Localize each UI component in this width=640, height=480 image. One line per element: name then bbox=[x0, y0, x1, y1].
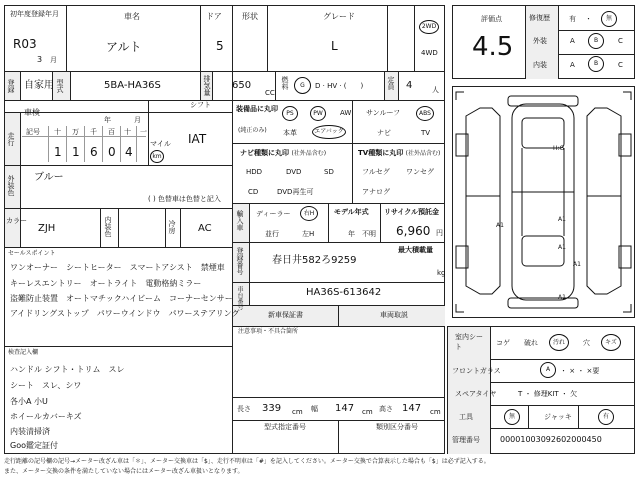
seat-ana: 穴 bbox=[583, 339, 590, 347]
capacity: 4 bbox=[406, 80, 413, 91]
sales-point-label: セールスポイント bbox=[8, 250, 56, 257]
inspector-note-1: ハンドル シフト・トリム スレ bbox=[10, 365, 125, 374]
reg-label: 登録 bbox=[7, 79, 15, 93]
new-warranty: 新車保証書 bbox=[268, 311, 303, 319]
score-label: 評価点 bbox=[481, 15, 502, 23]
inspector-note-6: Goo鑑定証付 bbox=[10, 441, 58, 450]
shift: IAT bbox=[188, 132, 207, 146]
ac-label: 冷房 bbox=[168, 220, 176, 234]
fuel-label: 燃料 bbox=[281, 76, 289, 90]
tools-none-circle: 無 bbox=[504, 409, 520, 425]
diagram-annotation-a1-4: A1 bbox=[573, 261, 581, 268]
handle-left: 左H bbox=[302, 230, 315, 238]
int-grade-a: A bbox=[570, 61, 575, 69]
jack-has-circle: 有 bbox=[598, 409, 614, 425]
chassis-label: 車台番号 bbox=[236, 286, 243, 310]
interior-seat-label: 室内シート bbox=[455, 333, 483, 351]
style-label: 形状 bbox=[242, 12, 258, 21]
manual: 車両取説 bbox=[380, 311, 408, 319]
reg-number: 春日井582ろ9259 bbox=[272, 255, 357, 266]
nav-dvd-play: DVD再生可 bbox=[277, 188, 314, 196]
front-glass-label: フロントガラス bbox=[452, 367, 501, 375]
first-reg-month-unit: 月 bbox=[50, 56, 57, 64]
footer-line-2: また、メーター交換の条件を満たしていない場合にはメーター改ざん車扱いとなります。 bbox=[4, 468, 244, 475]
car-name-label: 車名 bbox=[124, 12, 140, 21]
model-year-val: 不明 bbox=[362, 230, 376, 238]
equip-tv: TV bbox=[421, 129, 431, 137]
equip-ps-circle: PS bbox=[282, 106, 298, 121]
notes-label: 注意事項・不具合箇所 bbox=[238, 328, 299, 335]
model-label: 型式 bbox=[56, 79, 64, 93]
diagram-annotation-a1-1: A1 bbox=[558, 216, 566, 223]
equip-leather: 本革 bbox=[283, 129, 297, 137]
type-label: 型式指定番号 bbox=[264, 423, 306, 431]
distance-label: 走行 bbox=[7, 132, 15, 146]
drive-4wd: 4WD bbox=[421, 49, 438, 57]
cc-unit: CC bbox=[265, 89, 275, 97]
diagram-annotation-a1-3: A1 bbox=[558, 244, 566, 251]
model-year-label: モデル年式 bbox=[334, 208, 369, 216]
import-parallel: 並行 bbox=[265, 230, 279, 238]
front-glass-a-circle: A bbox=[540, 362, 556, 378]
inspector-label: 検査記入欄 bbox=[8, 349, 39, 356]
footer-line-1: 走行距離の記号欄の記号→メーター改ざん車は「＊」、メーター交換車は「$」、走行不明車は「#」を記入してください。メーター交換で合算表示した場合も「$」は必ず記入する。 bbox=[4, 458, 490, 465]
tools-label: 工具 bbox=[459, 413, 473, 421]
equip-aw: AW bbox=[340, 109, 352, 117]
grade-label: グレード bbox=[323, 12, 355, 21]
equip-sunroof: サンルーフ bbox=[366, 109, 401, 117]
height: 147 bbox=[402, 403, 422, 414]
inspector-note-2: シート スレ、シワ bbox=[10, 381, 82, 390]
unit-mile: マイル bbox=[150, 140, 171, 148]
nav-dvd: DVD bbox=[286, 168, 302, 176]
repair-sep: ・ bbox=[585, 15, 592, 23]
first-reg-month: 3 bbox=[37, 55, 43, 64]
repair-no-circle: 無 bbox=[601, 11, 617, 27]
width-unit: cm bbox=[362, 408, 373, 416]
ac: AC bbox=[198, 223, 212, 234]
chassis-number: HA36S-613642 bbox=[306, 287, 382, 298]
mgmt-number: 00001003092602000450 bbox=[500, 435, 602, 444]
equip-airbag-circle: エアバック bbox=[312, 125, 346, 139]
shift-label: シフト bbox=[190, 101, 211, 109]
diagram-annotation-a1-5: A1 bbox=[558, 294, 566, 301]
int-grade-c: C bbox=[618, 61, 623, 69]
handle-right-circle: 右H bbox=[300, 206, 318, 221]
use-type: 自家用 bbox=[24, 80, 54, 91]
first-reg-era: R03 bbox=[13, 37, 37, 51]
length: 339 bbox=[262, 403, 282, 414]
check-month-unit: 月 bbox=[134, 116, 141, 124]
int-grade-b-circle: B bbox=[588, 56, 604, 72]
height-unit: cm bbox=[430, 408, 441, 416]
seat-koge: コゲ bbox=[496, 339, 510, 347]
unit-km-circle: km bbox=[150, 150, 164, 163]
ext-grade-a: A bbox=[570, 37, 575, 45]
capacity-label: 定員 bbox=[387, 76, 395, 90]
fuel-options: D · HV · ( ) bbox=[315, 82, 364, 90]
equipment-title: 装備品に丸印 bbox=[236, 105, 278, 113]
inspector-note-3: 各小A 小U bbox=[10, 397, 48, 406]
seat-kizu-circle: キズ bbox=[601, 334, 621, 351]
car-name: アルト bbox=[106, 40, 142, 54]
reg-number-label: 登録番号 bbox=[236, 247, 244, 275]
max-load-unit: kg bbox=[437, 269, 446, 277]
exterior-label: 外装色 bbox=[7, 175, 15, 196]
mgmt-label: 管理番号 bbox=[452, 436, 480, 444]
check-year-unit: 年 bbox=[104, 116, 111, 124]
equip-abs-circle: ABS bbox=[416, 106, 434, 121]
tv-analog: アナログ bbox=[362, 188, 390, 196]
check-label: 車検 bbox=[24, 108, 40, 117]
doors-label: ドア bbox=[206, 12, 222, 21]
nav-cd: CD bbox=[248, 188, 259, 196]
tv-oneseg: ワンセグ bbox=[406, 168, 434, 176]
recycle-amount: 6,960 bbox=[396, 224, 431, 238]
model-code: 5BA-HA36S bbox=[104, 80, 161, 91]
tv-title: TV種類に丸印 (社外品含む) bbox=[358, 149, 441, 157]
front-glass-options: ・ × ・ ×要 bbox=[560, 367, 600, 375]
jack-label: ジャッキ bbox=[544, 413, 572, 421]
color-code: ZJH bbox=[38, 223, 56, 234]
first-reg-label: 初年度登録年月 bbox=[10, 10, 59, 18]
width: 147 bbox=[335, 403, 355, 414]
inspector-note-5: 内装清掃済 bbox=[10, 427, 50, 436]
class-label: 類別区分番号 bbox=[376, 423, 418, 431]
nav-hdd: HDD bbox=[246, 168, 263, 176]
sales-point-1: ワンオーナー シートヒーター スマートアシスト 禁煙車 bbox=[10, 263, 225, 272]
model-year-unit: 年 bbox=[348, 230, 355, 238]
nav-title: ナビ種類に丸印 (社外品含む) bbox=[240, 149, 327, 157]
exterior-note: ( ) 色替車は色替と記入 bbox=[148, 195, 221, 203]
exterior-color: ブルー bbox=[34, 172, 64, 183]
import-label: 輸入車 bbox=[236, 210, 244, 231]
tv-fullseg: フルセグ bbox=[362, 168, 390, 176]
spare-label: スペアタイヤ bbox=[455, 390, 497, 398]
recycle-yen: 円 bbox=[436, 229, 443, 237]
grade: L bbox=[331, 39, 338, 53]
ext-grade-c: C bbox=[618, 37, 623, 45]
score: 4.5 bbox=[472, 32, 514, 62]
sales-point-2: キーレスエントリー オートライト 電動格納ミラー bbox=[10, 279, 202, 288]
equip-navi: ナビ bbox=[377, 129, 391, 137]
doors: 5 bbox=[216, 39, 224, 53]
length-label: 長さ bbox=[237, 405, 251, 413]
displacement: 650 bbox=[232, 80, 252, 91]
width-label: 幅 bbox=[311, 405, 318, 413]
sales-point-4: アイドリングストップ パワーウインドウ パワーステアリング bbox=[10, 309, 240, 318]
fuel-g-circle: G bbox=[294, 77, 311, 94]
seat-yabure: 破れ bbox=[524, 339, 538, 347]
car-damage-diagram bbox=[452, 86, 635, 318]
repair-label: 修復歴 bbox=[529, 14, 550, 22]
equip-pw-circle: PW bbox=[310, 106, 326, 121]
interior-grade-label: 内装 bbox=[533, 61, 547, 69]
nav-sd: SD bbox=[324, 168, 334, 176]
recycle-label: リサイクル預託金 bbox=[384, 208, 440, 216]
max-load-label: 最大積載量 bbox=[398, 246, 433, 254]
color-code-label: カラー bbox=[6, 217, 27, 225]
diagram-annotation-a1-2: A1 bbox=[496, 222, 504, 229]
height-label: 高さ bbox=[379, 405, 393, 413]
drive-2wd-circle: 2WD bbox=[419, 20, 439, 34]
diagram-annotation-hg: H:G bbox=[553, 145, 565, 152]
seat-yogore-circle: 汚れ bbox=[549, 334, 569, 351]
length-unit: cm bbox=[292, 408, 303, 416]
ext-grade-b-circle: B bbox=[588, 33, 604, 49]
displacement-label: 排気量 bbox=[203, 75, 211, 96]
interior-color-label: 内装色 bbox=[104, 216, 112, 237]
capacity-unit: 人 bbox=[432, 86, 439, 94]
import-dealer: ディーラー bbox=[256, 210, 291, 218]
sales-point-3: 盗難防止装置 オートマチックハイビーム コーナーセンサー bbox=[10, 294, 233, 303]
repair-yes: 有 bbox=[569, 15, 576, 23]
equipment-subtitle: (純正のみ) bbox=[238, 127, 267, 134]
spare-options: T ・ 修理KIT ・ 欠 bbox=[518, 390, 578, 398]
inspector-note-4: ホイールカバーキズ bbox=[10, 412, 82, 421]
exterior-grade-label: 外装 bbox=[533, 37, 547, 45]
